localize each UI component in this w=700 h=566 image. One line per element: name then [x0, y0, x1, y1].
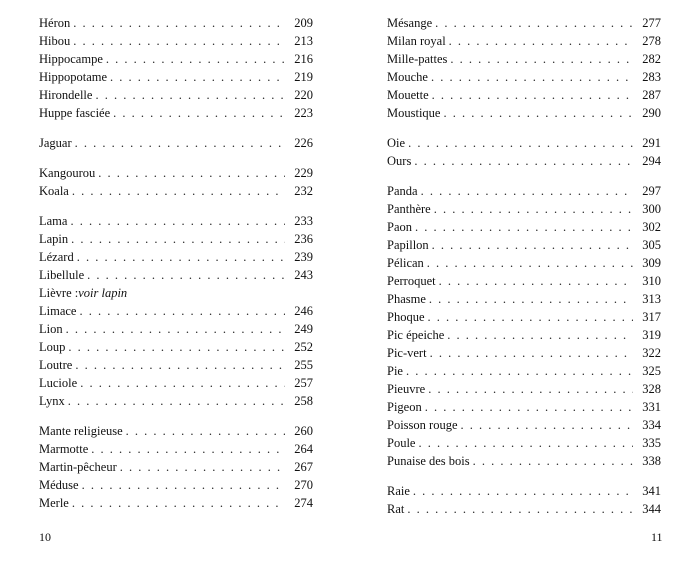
- dot-leader: [473, 452, 633, 470]
- index-entry: [39, 422, 313, 440]
- dot-leader: [443, 104, 633, 122]
- entry-name: Merle: [39, 496, 69, 510]
- index-entry: [387, 452, 661, 470]
- index-entry: [39, 494, 313, 512]
- index-entry: [387, 500, 661, 518]
- dot-leader: [120, 458, 285, 476]
- entry-page-number: 257: [294, 376, 313, 390]
- entry-name: Loup: [39, 340, 66, 354]
- entry-page-number: 213: [294, 34, 313, 48]
- dot-leader: [413, 482, 633, 500]
- dot-leader: [110, 68, 285, 86]
- index-entry: [39, 356, 313, 374]
- entry-page-number: 236: [294, 232, 313, 246]
- entry-page-number: 216: [294, 52, 313, 66]
- entry-name: Pigeon: [387, 400, 422, 414]
- dot-leader: [82, 476, 285, 494]
- entry-name: Ours: [387, 154, 412, 168]
- entry-page-number: 344: [642, 502, 661, 516]
- index-entry: [387, 416, 661, 434]
- index-entry: [39, 392, 313, 410]
- entry-page-number: 300: [642, 202, 661, 216]
- entry-name: Hirondelle: [39, 88, 93, 102]
- entry-page-number: 341: [642, 484, 661, 498]
- entry-page-number: 274: [294, 496, 313, 510]
- entry-name: Pieuvre: [387, 382, 426, 396]
- dot-leader: [421, 182, 633, 200]
- entry-page-number: 338: [642, 454, 661, 468]
- dot-leader: [418, 434, 633, 452]
- entry-name: Lapin: [39, 232, 69, 246]
- entry-page-number: 226: [294, 136, 313, 150]
- entry-page-number: 290: [642, 106, 661, 120]
- entry-name: Lézard: [39, 250, 74, 264]
- index-entry: [387, 398, 661, 416]
- entry-name: Oie: [387, 136, 406, 150]
- index-entry: [387, 14, 661, 32]
- entry-name: Paon: [387, 220, 412, 234]
- index-entry: [39, 230, 313, 248]
- index-entry: [387, 182, 661, 200]
- entry-name: Lynx: [39, 394, 65, 408]
- dot-leader: [461, 416, 634, 434]
- index-entry: [387, 380, 661, 398]
- dot-leader: [432, 86, 633, 104]
- entry-page-number: 233: [294, 214, 313, 228]
- entry-name: Mille-pattes: [387, 52, 448, 66]
- entry-page-number: 255: [294, 358, 313, 372]
- index-entry: [39, 104, 313, 122]
- index-entry: [387, 86, 661, 104]
- index-entry: [387, 254, 661, 272]
- index-entry: [39, 14, 313, 32]
- index-entry: [387, 134, 661, 152]
- dot-leader: [75, 356, 285, 374]
- dot-leader: [126, 422, 285, 440]
- index-entry: [39, 458, 313, 476]
- entry-name: Phoque: [387, 310, 425, 324]
- entry-page-number: 246: [294, 304, 313, 318]
- entry-page-number: 258: [294, 394, 313, 408]
- entry-name: Limace: [39, 304, 77, 318]
- dot-leader: [68, 392, 285, 410]
- left-page-number: 10: [39, 530, 51, 544]
- index-entry: [387, 50, 661, 68]
- entry-page-number: 220: [294, 88, 313, 102]
- entry-name: Koala: [39, 184, 69, 198]
- dot-leader: [66, 320, 285, 338]
- index-entry: [39, 476, 313, 494]
- dot-leader: [70, 212, 285, 230]
- entry-page-number: 260: [294, 424, 313, 438]
- index-entry: [387, 344, 661, 362]
- entry-name: Rat: [387, 502, 405, 516]
- entry-name: Milan royal: [387, 34, 446, 48]
- entry-name: Pic épeiche: [387, 328, 445, 342]
- index-entry: [39, 374, 313, 392]
- entry-page-number: 223: [294, 106, 313, 120]
- index-entry: [39, 248, 313, 266]
- entry-name: Mouche: [387, 70, 428, 84]
- dot-leader: [80, 374, 285, 392]
- entry-page-number: 267: [294, 460, 313, 474]
- index-entry: [387, 308, 661, 326]
- entry-page-number: 322: [642, 346, 661, 360]
- index-entry: [39, 182, 313, 200]
- entry-page-number: 309: [642, 256, 661, 270]
- entry-page-number: 282: [642, 52, 661, 66]
- dot-leader: [113, 104, 285, 122]
- index-entry: [387, 482, 661, 500]
- entry-name: Pic-vert: [387, 346, 427, 360]
- entry-page-number: 291: [642, 136, 661, 150]
- dot-leader: [91, 440, 285, 458]
- entry-page-number: 243: [294, 268, 313, 282]
- entry-name: Méduse: [39, 478, 79, 492]
- entry-name: Marmotte: [39, 442, 89, 456]
- index-entry: [387, 434, 661, 452]
- entry-page-number: 239: [294, 250, 313, 264]
- entry-name: Panda: [387, 184, 418, 198]
- dot-leader: [73, 32, 285, 50]
- entry-name: Libellule: [39, 268, 85, 282]
- index-entry: [387, 68, 661, 86]
- entry-name: Pie: [387, 364, 403, 378]
- dot-leader: [77, 248, 285, 266]
- index-entry: [387, 32, 661, 50]
- dot-leader: [415, 218, 633, 236]
- entry-name: Perroquet: [387, 274, 436, 288]
- entry-page-number: 229: [294, 166, 313, 180]
- entry-name: Phasme: [387, 292, 426, 306]
- dot-leader: [71, 230, 285, 248]
- dot-leader: [73, 14, 285, 32]
- entry-page-number: 219: [294, 70, 313, 84]
- index-entry: [387, 326, 661, 344]
- entry-page-number: 317: [642, 310, 661, 324]
- dot-leader: [430, 344, 633, 362]
- entry-name: Martin-pêcheur: [39, 460, 117, 474]
- entry-page-number: 331: [642, 400, 661, 414]
- index-entry: [387, 218, 661, 236]
- entry-page-number: 277: [642, 16, 661, 30]
- entry-name: Mésange: [387, 16, 433, 30]
- dot-leader: [449, 32, 633, 50]
- index-entry: [387, 362, 661, 380]
- dot-leader: [72, 494, 285, 512]
- entry-cross-reference: voir lapin: [78, 286, 128, 300]
- entry-name: Héron: [39, 16, 71, 30]
- entry-name: Mouette: [387, 88, 429, 102]
- entry-page-number: 264: [294, 442, 313, 456]
- dot-leader: [414, 152, 633, 170]
- index-entry: [39, 164, 313, 182]
- entry-page-number: 270: [294, 478, 313, 492]
- entry-page-number: 278: [642, 34, 661, 48]
- index-entry: [39, 302, 313, 320]
- left-page-index: [39, 14, 313, 512]
- entry-name: Punaise des bois: [387, 454, 470, 468]
- entry-page-number: 313: [642, 292, 661, 306]
- dot-leader: [425, 398, 633, 416]
- entry-page-number: 249: [294, 322, 313, 336]
- dot-leader: [432, 236, 633, 254]
- entry-name: Moustique: [387, 106, 441, 120]
- dot-leader: [75, 134, 285, 152]
- entry-page-number: 334: [642, 418, 661, 432]
- entry-name: Papillon: [387, 238, 429, 252]
- index-entry: [39, 134, 313, 152]
- index-entry: [387, 200, 661, 218]
- entry-name: Lièvre :: [39, 286, 79, 300]
- dot-leader: [428, 308, 634, 326]
- entry-page-number: 328: [642, 382, 661, 396]
- entry-page-number: 297: [642, 184, 661, 198]
- index-entry: [39, 440, 313, 458]
- entry-name: Raie: [387, 484, 410, 498]
- dot-leader: [447, 326, 633, 344]
- dot-leader: [450, 50, 633, 68]
- entry-page-number: 232: [294, 184, 313, 198]
- index-entry: [387, 104, 661, 122]
- index-entry: [39, 266, 313, 284]
- index-entry: [387, 272, 661, 290]
- index-entry: [39, 284, 313, 302]
- index-entry: [39, 212, 313, 230]
- dot-leader: [95, 86, 285, 104]
- index-entry: [387, 152, 661, 170]
- entry-page-number: 252: [294, 340, 313, 354]
- entry-name: Luciole: [39, 376, 78, 390]
- entry-name: Jaguar: [39, 136, 72, 150]
- entry-page-number: 310: [642, 274, 661, 288]
- index-entry: [39, 338, 313, 356]
- index-entry: [39, 68, 313, 86]
- entry-page-number: 283: [642, 70, 661, 84]
- dot-leader: [408, 134, 633, 152]
- entry-page-number: 305: [642, 238, 661, 252]
- dot-leader: [68, 338, 285, 356]
- entry-name: Poisson rouge: [387, 418, 458, 432]
- entry-name: Hibou: [39, 34, 71, 48]
- right-page-number: 11: [651, 530, 663, 544]
- index-entry: [39, 32, 313, 50]
- index-entry: [39, 320, 313, 338]
- entry-name: Lion: [39, 322, 63, 336]
- entry-name: Hippopotame: [39, 70, 108, 84]
- index-entry: [387, 290, 661, 308]
- entry-page-number: 302: [642, 220, 661, 234]
- entry-name: Lama: [39, 214, 68, 228]
- entry-page-number: 287: [642, 88, 661, 102]
- dot-leader: [429, 290, 633, 308]
- dot-leader: [434, 200, 633, 218]
- index-entry: [39, 50, 313, 68]
- entry-page-number: 319: [642, 328, 661, 342]
- entry-name: Kangourou: [39, 166, 96, 180]
- dot-leader: [427, 254, 633, 272]
- index-entry: [39, 86, 313, 104]
- dot-leader: [428, 380, 633, 398]
- dot-leader: [87, 266, 285, 284]
- dot-leader: [98, 164, 285, 182]
- entry-name: Huppe fasciée: [39, 106, 111, 120]
- entry-page-number: 294: [642, 154, 661, 168]
- entry-name: Poule: [387, 436, 416, 450]
- entry-name: Loutre: [39, 358, 73, 372]
- entry-page-number: 209: [294, 16, 313, 30]
- entry-name: Mante religieuse: [39, 424, 123, 438]
- dot-leader: [72, 182, 285, 200]
- dot-leader: [407, 500, 633, 518]
- dot-leader: [79, 302, 285, 320]
- dot-leader: [431, 68, 633, 86]
- index-entry: [387, 236, 661, 254]
- dot-leader: [435, 14, 633, 32]
- entry-name: Pélican: [387, 256, 424, 270]
- entry-name: Panthère: [387, 202, 431, 216]
- entry-page-number: 325: [642, 364, 661, 378]
- right-page-index: [387, 14, 661, 518]
- dot-leader: [406, 362, 633, 380]
- dot-leader: [439, 272, 633, 290]
- dot-leader: [106, 50, 285, 68]
- entry-name: Hippocampe: [39, 52, 103, 66]
- entry-page-number: 335: [642, 436, 661, 450]
